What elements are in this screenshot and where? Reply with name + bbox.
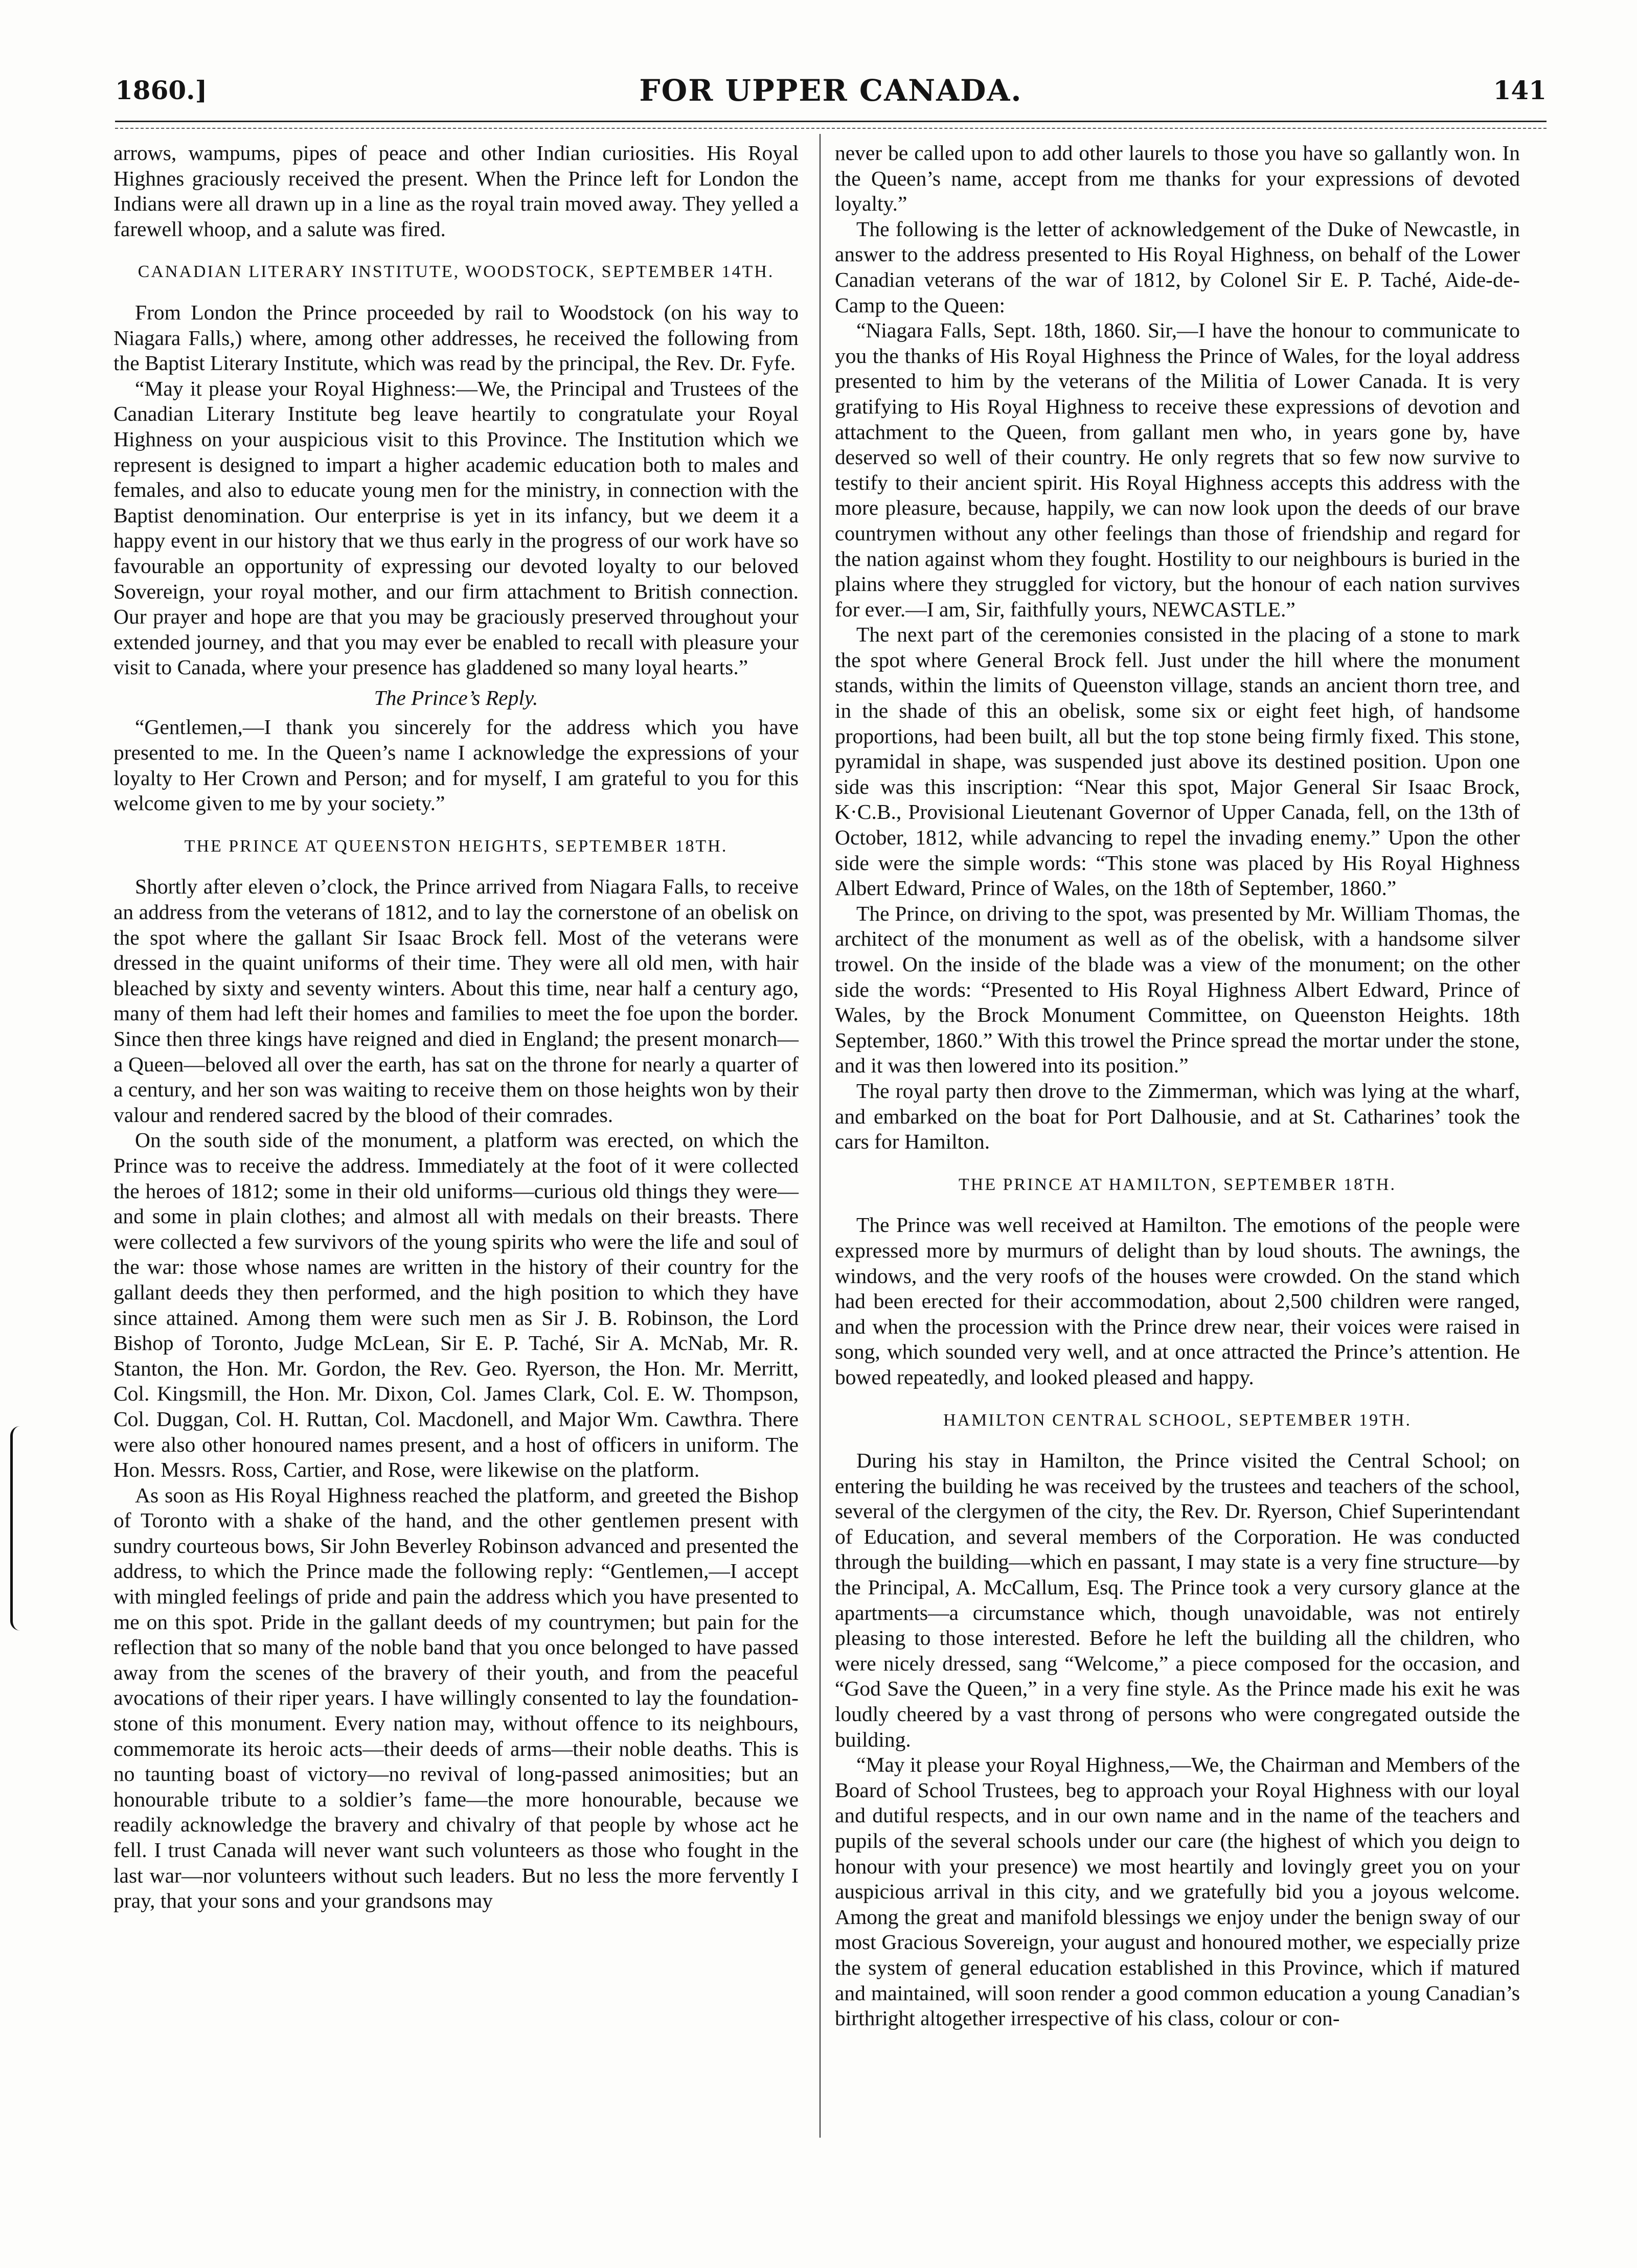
right-column [835,141,1520,2031]
paragraph: The royal party then drove to the Zimmerman, which was lying at the wharf, and embarked on the boat for Port Dalhousie, and at St. Catharines’ took the cars for Hamilton. [835,1079,1520,1154]
left-column [113,141,799,1914]
paragraph: As soon as His Royal Highness reached the platform, and greeted the Bishop of Toronto with a shake of the hand, and the other gentlemen present with sundry courteous bows, Sir John Beverley Robinson advanced and presented the address, to which the Prince made the following reply: “Gentlemen,—I accept with mingled feelings of pride and pain the address which you have presented to me on this spot. Pride in the gallant deeds of my countrymen; but pain for the reflection that so many of the noble band that you once belonged to have passed away from the scenes of the bravery of their youth, and from the peaceful avocations of their riper years. I have willingly consented to lay the foundation-stone of this monument. Every nation may, without offence to its neighbours, commemorate its heroic acts—their deeds of arms—their noble deaths. This is no taunting boast of victory—no revival of long-passed animosities; but an honourable tribute to a soldier’s fame—the more honourable, because we readily acknowledge the bravery and chivalry of that people by whose act he fell. I trust Canada will never want such volunteers as those who fought in the last war—nor volunteers without such leaders. But no less the more fervently I pray, that your sons and your grandsons may [113,1483,799,1913]
paragraph: On the south side of the monument, a platform was erected, on which the Prince was to receive the address. Immediately at the foot of it were collected the heroes of 1812; some in their old uniforms—curious old things they were—and some in plain clothes; and almost all with medals on their breasts. There were collected a few survivors of the young spirits who were the life and soul of the war: those whose names are written in the history of their country for the gallant deeds they then performed, and the high position to which they have since attained. Among them were such men as Sir J. B. Robinson, the Lord Bishop of Toronto, Judge McLean, Sir E. P. Taché, Sir A. McNab, Mr. R. Stanton, the Hon. Mr. Gordon, the Rev. Geo. Ryerson, the Hon. Mr. Merritt, Col. Kingsmill, the Hon. Mr. Dixon, Col. James Clark, Col. E. W. Thompson, Col. Duggan, Col. H. Ruttan, Col. Macdonell, and Major Wm. Cawthra. There were also other honoured names present, and a host of officers in uniform. The Hon. Messrs. Ross, Cartier, and Rose, were likewise on the platform. [113,1128,799,1482]
paragraph: The following is the letter of acknowledgement of the Duke of Newcastle, in answer to the address presented to His Royal Highness, on behalf of the Lower Canadian veterans of the war of 1812, by Colonel Sir E. P. Taché, Aide-de-Camp to the Queen: [835,217,1520,317]
column-divider [820,134,821,2138]
paragraph: never be called upon to add other laurels to those you have so gallantly won. In the Queen’s name, accept from me thanks for your expressions of devoted loyalty.” [835,141,1520,216]
paragraph: “Gentlemen,—I thank you sincerely for the address which you have presented to me. In the Queen’s name I acknowledge the expressions of your loyalty to Her Crown and Person; and for myself, I am grateful to you for this welcome given to me by your society.” [113,715,799,815]
section-heading: THE PRINCE AT QUEENSTON HEIGHTS, SEPTEMBER 18TH. [184,836,728,856]
paragraph: The next part of the ceremonies consisted in the placing of a stone to mark the spot where General Brock fell. Just under the hill where the monument stands, within the limits of Queenston village, stands an ancient thorn tree, and in the shade of this an obelisk, some six or eight feet high, of handsome proportions, had been built, all but the top stone being firmly fixed. This stone, pyramidal in shape, was suspended just above its destined position. Upon one side was this inscription: “Near this spot, Major General Sir Isaac Brock, K·C.B., Provisional Lieutenant Governor of Upper Canada, fell, on the 13th of October, 1812, while advancing to repel the invading enemy.” Upon the other side were the simple words: “This stone was placed by His Royal Highness Albert Edward, Prince of Wales, on the 18th of September, 1860.” [835,623,1520,900]
paragraph: Shortly after eleven o’clock, the Prince arrived from Niagara Falls, to receive an address from the veterans of 1812, and to lay the cornerstone of an obelisk on the spot where the gallant Sir Isaac Brock fell. Most of the veterans were dressed in the quaint uniforms of their time. They were all old men, with hair bleached by sixty and seventy winters. About this time, near half a century ago, many of them had left their homes and families to meet the foe upon the border. Since then three kings have reigned and died in England; the present monarch—a Queen—beloved all over the earth, has sat on the throne for nearly a quarter of a century, and her son was waiting to receive them on those heights won by their valour and rendered sacred by the blood of their comrades. [113,875,799,1127]
paragraph: From London the Prince proceeded by rail to Woodstock (on his way to Niagara Falls,) where, among other addresses, he received the following from the Baptist Literary Institute, which was read by the principal, the Rev. Dr. Fyfe. [113,300,799,375]
header-rule-dashed [115,128,1547,129]
paragraph: arrows, wampums, pipes of peace and other Indian curiosities. His Royal Highnes graciously received the present. When the Prince left for London the Indians were all drawn up in a line as the royal train moved away. They yelled a farewell whoop, and a salute was fired. [113,141,799,241]
section-heading: CANADIAN LITERARY INSTITUTE, WOODSTOCK, SEPTEMBER 14TH. [138,262,775,282]
header-year: 1860.] [115,75,208,105]
section-heading: HAMILTON CENTRAL SCHOOL, SEPTEMBER 19TH. [943,1410,1412,1430]
header-rule [115,121,1547,122]
paragraph: The Prince was well received at Hamilton. The emotions of the people were expressed more by murmurs of delight than by loud shouts. The awnings, the windows, and the very roofs of the houses were crowded. On the stand which had been erected for their accommodation, about 2,500 children were ranged, and when the procession with the Prince drew near, their voices were raised in song, which sounded very well, and at once attracted the Prince’s attention. He bowed repeatedly, and looked pleased and happy. [835,1213,1520,1389]
subheading: The Prince’s Reply. [374,685,538,709]
margin-bracket [10,1426,20,1631]
paragraph: “May it please your Royal Highness,—We, the Chairman and Members of the Board of School Trustees, beg to approach your Royal Highness with our loyal and dutiful respects, and in our own name and in the name of the teachers and pupils of the several schools under our care (the highest of which you deign to honour with your presence) we most heartily and lovingly greet you on your auspicious arrival in this city, and we gratefully bid you a joyous welcome. Among the great and manifold blessings we enjoy under the benign sway of our most Gracious Sovereign, your august and honoured mother, we especially prize the system of general education established in this Province, which if matured and maintained, will soon render a good common education a young Canadian’s birthright altogether irrespective of his class, colour or con- [835,1753,1520,2030]
paragraph: During his stay in Hamilton, the Prince visited the Central School; on entering the building he was received by the trustees and teachers of the school, several of the clergymen of the city, the Rev. Dr. Ryerson, Chief Superintendant of Education, and several members of the Corporation. He was conducted through the building—which en passant, I may state is a very fine structure—by the Principal, A. McCallum, Esq. The Prince took a very cursory glance at the apartments—a circumstance which, though unavoidable, was not entirely pleasing to those interested. Before he left the building all the children, who were nicely dressed, sang “Welcome,” a piece composed for the occasion, and “God Save the Queen,” in a very fine style. As the Prince made his exit he was loudly cheered by a vast throng of persons who were congregated outside the building. [835,1449,1520,1751]
page-header [115,69,1547,115]
paragraph: “May it please your Royal Highness:—We, the Principal and Trustees of the Canadian Literary Institute beg leave heartily to congratulate your Royal Highness on your auspicious visit to this Province. The Institution which we represent is designed to impart a higher academic education both to males and females, and also to educate young men for the ministry, in connection with the Baptist denomination. Our enterprise is yet in its infancy, but we deem it a happy event in our history that we thus early in the progress of our work have so favourable an opportunity of expressing our devoted loyalty to our beloved Sovereign, your royal mother, and our firm attachment to British connection. Our prayer and hope are that you may be graciously preserved throughout your extended journey, and that you may ever be enabled to recall with pleasure your visit to Canada, where your presence has gladdened so many loyal hearts.” [113,376,799,679]
section-heading: THE PRINCE AT HAMILTON, SEPTEMBER 18TH. [959,1175,1396,1194]
header-title: FOR UPPER CANADA. [639,73,1022,108]
paragraph: “Niagara Falls, Sept. 18th, 1860. Sir,—I have the honour to communicate to you the thanks of His Royal Highness the Prince of Wales, for the loyal address presented to him by the veterans of the Militia of Lower Canada. It is very gratifying to His Royal Highness to receive these expressions of devotion and attachment to the Queen, from gallant men who, in years gone by, have deserved so well of their country. He only regrets that so few now survive to testify to their ancient spirit. His Royal Highness accepts this address with the more pleasure, because, happily, we can now look upon the deeds of our brave countrymen without any other feelings than those of friendship and regard for the nation against whom they fought. Hostility to our neighbours is buried in the plains where they struggled for victory, but the honour of each nation survives for ever.—I am, Sir, faithfully yours, NEWCASTLE.” [835,318,1520,621]
paragraph: The Prince, on driving to the spot, was presented by Mr. William Thomas, the architect of the monument as well as of the obelisk, with a handsome silver trowel. On the inside of the blade was a view of the monument; on the other side the words: “Presented to His Royal Highness Albert Edward, Prince of Wales, by the Brock Monument Committee, on Queenston Heights. 18th September, 1860.” With this trowel the Prince spread the mortar under the stone, and it was then lowered into its position.” [835,901,1520,1078]
page-number: 141 [1493,75,1547,105]
